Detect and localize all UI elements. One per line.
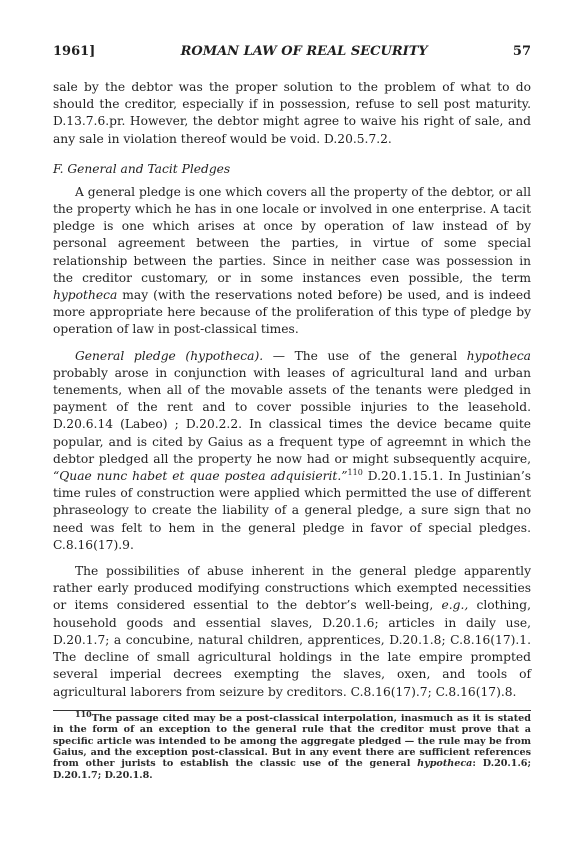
- text-run: — The use of the general: [263, 348, 467, 363]
- text-run: : D.20.1.6; D.20.1.7; D.20.1.8.: [53, 758, 531, 781]
- footnote-text: [53, 708, 531, 781]
- text-run: probably arose in conjunction with leases of agricultural land and urban tenements, when all of the movable assets of the tenants were pledged in payment of the rent and to cover possible injuries to the leasehold. D.20.6.14 (Labeo) ; D.20.2.2. In classical times the device became quite popular, and is cited by Gaius as a frequent type of agreemnt in which the debtor pledged all the property he now had or might subsequently acquire,: [53, 365, 531, 466]
- footnote-110: [53, 708, 531, 781]
- paragraph-general-tacit-definition: [53, 184, 531, 339]
- text-run: The passage cited may be a post-classical interpolation, inasmuch as it is stated in the form of an exception to the general rule that the creditor must prove that a specific article was intended to be among the aggregate pledged — the rule may be from Gaius, and the exception post-classical. But in any event there are sufficient references from other jurists to establish the classic use of the general: [53, 712, 531, 770]
- paragraph-sale-by-debtor: sale by the debtor was the proper solution to the problem of what to do should the creditor, especially if in possession, refuse to sell post maturity. D.13.7.6.pr. However, the debtor might agree to waive his right of sale, and any sale in violation thereof would be void. D.20.5.7.2.: [53, 80, 531, 146]
- latin-term: hypotheca: [466, 348, 531, 363]
- running-header: [53, 44, 531, 59]
- text-run: A general pledge is one which covers all the property of the debtor, or all the property which he has in one locale or involved in one enterprise. A tacit pledge is one which arises at once by operation of law instead of by personal agreement between the parties, in virtue of some special relationship between the parties. Since in neither case was possession in the creditor customary, or in some instances even possible, the term: [53, 184, 531, 285]
- section-heading: F. General and Tacit Pledges: [53, 161, 231, 176]
- header-running-title: ROMAN LAW OF REAL SECURITY: [180, 44, 428, 59]
- paragraph-abuse-exemptions: [53, 563, 531, 701]
- text-run: may (with the reservations noted before) be used, and is indeed more appropriate here because of the proliferation of this type of pledge by operation of law in post-classical times.: [53, 288, 531, 337]
- latin-term: hypotheca: [417, 758, 473, 770]
- footnote-mark: 110: [75, 708, 92, 719]
- text-run: The possibilities of abuse inherent in the general pledge apparently rather early produced modifying constructions which exempted necessities or items considered essential to the debtor’s well-being,: [53, 564, 531, 613]
- text-run: clothing, household goods and essential slaves, D.20.1.6; articles in daily use, D.20.1.7; a concubine, natural children, apprentices, D.20.1.8; C.8.16(17).1. The decline of small agricultural holdings in the late empire prompted several imperial decrees exempting the slaves, oxen, and tools of agricultural laborers from seizure by creditors. C.8.16(17).7; C.8.16(17).8.: [53, 598, 531, 699]
- header-year: 1961]: [53, 44, 96, 59]
- header-page-number: 57: [512, 44, 531, 59]
- latin-quote: “Quae nunc habet et quae postea adquisierit.”: [53, 469, 348, 484]
- footnote-reference[interactable]: 110: [347, 467, 363, 477]
- footnote-divider: [53, 710, 531, 711]
- abbreviation-eg: e.g.,: [441, 598, 469, 613]
- paragraph-lead-in: General pledge (hypotheca).: [75, 348, 264, 363]
- latin-term: hypotheca: [53, 288, 118, 303]
- paragraph-general-pledge: [53, 348, 531, 554]
- page: [53, 44, 531, 781]
- text-run: D.20.1.15.1. In Justinian’s time rules of construction were applied which permitted the use of different phraseology to create the liability of a general pledge, a sure sign that no need was felt to hem in the general pledge in favor of special pledges. C.8.16(17).9.: [53, 469, 531, 552]
